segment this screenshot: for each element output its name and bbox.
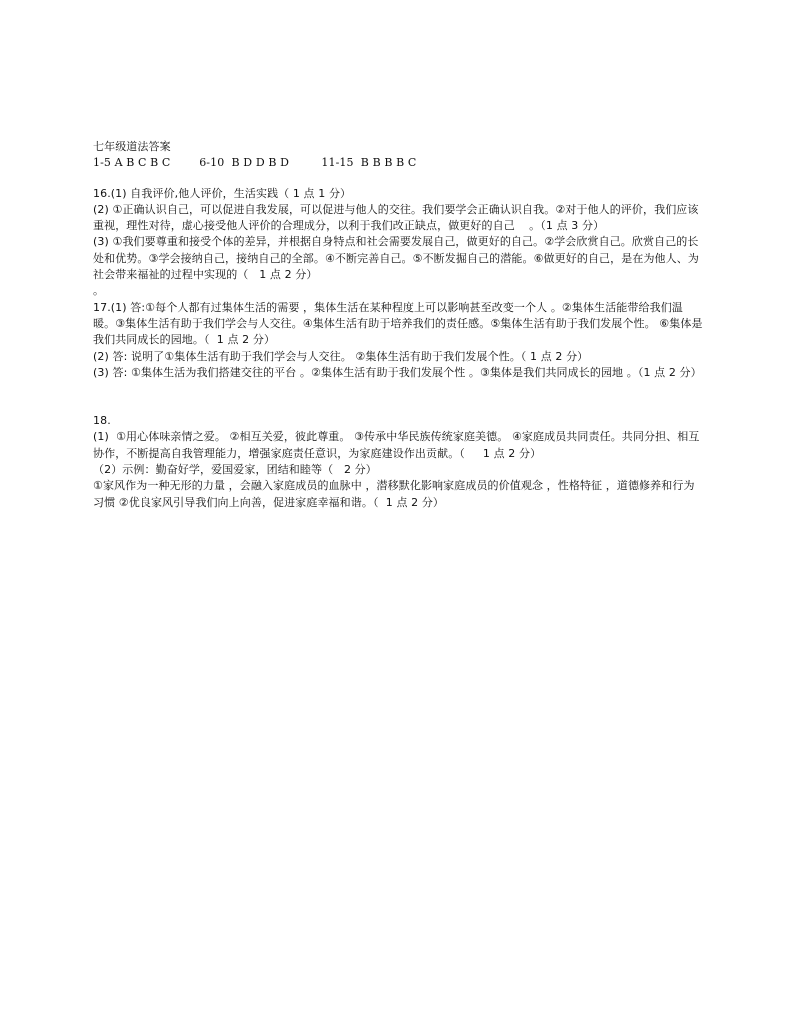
spacer bbox=[93, 381, 705, 413]
q17-part-3: (3) 答: ①集体生活为我们搭建交往的平台 。②集体生活有助于我们发展个性 。③集体是我们共同成长的园地 。（1 点 2 分） bbox=[93, 365, 702, 379]
question-18-block bbox=[93, 413, 705, 511]
answer-document bbox=[93, 139, 705, 511]
multiple-choice-answer-key: 1-5 A B C B C 6-10 B D D B D 11-15 B B B B C bbox=[93, 156, 417, 170]
question-17-block bbox=[93, 300, 705, 381]
document-title: 七年级道法答案 bbox=[93, 140, 171, 153]
q18-part-3: ①家风作为一种无形的力量 ，会融入家庭成员的血脉中 ，潜移默化影响家庭成员的价值观念 ，性格特征 ，道德修养和行为习惯 ②优良家风引导我们向上向善，促进家庭幸福和谐。（ 1 点 2 分） bbox=[93, 479, 695, 509]
q17-part-2: (2) 答: 说明了①集体生活有助于我们学会与人交往。 ②集体生活有助于我们发展个性。（ 1 点 2 分） bbox=[93, 349, 589, 363]
q16-part-1: 16.(1) 自我评价,他人评价，生活实践（ 1 点 1 分） bbox=[93, 186, 352, 200]
q18-number: 18. bbox=[93, 414, 111, 428]
q16-part-2: (2) ①正确认识自己，可以促进自我发展，可以促进与他人的交往。我们要学会正确认识自我。②对于他人的评价，我们应该重视，理性对待，虚心接受他人评价的合理成分，以利于我们改正缺点，做更好的自己 。（1 点 3 分） bbox=[93, 202, 699, 233]
spacer bbox=[93, 172, 705, 186]
q18-part-2: （2）示例：勤奋好学，爱国爱家，团结和睦等（ 2 分） bbox=[93, 463, 377, 477]
q17-part-1: 17.(1) 答:①每个人都有过集体生活的需要 ，集体生活在某种程度上可以影响甚至改变一个人 。②集体生活能带给我们温暖。③集体生活有助于我们学会与人交往。④集体生活有助于培养我们的责任感。⑤集体生活有助于我们发展个性。 ⑥集体是我们共同成长的园地。（ 1 点 2 分） bbox=[93, 300, 703, 347]
q16-part-3: (3) ①我们要尊重和接受个体的差异，并根据自身特点和社会需要发展自己，做更好的自己。②学会欣赏自己。欣赏自己的长处和优势。③学会接纳自己，接纳自己的全部。④不断完善自己。⑤不断发掘自己的潜能。⑥做更好的自己，是在为他人、为社会带来福祉的过程中实现的（ 1 点 2 分） bbox=[93, 235, 699, 282]
q18-part-1: (1) ①用心体味亲情之爱。 ②相互关爱，彼此尊重。 ③传承中华民族传统家庭美德。 ④家庭成员共同责任。共同分担、相互协作，不断提高自我管理能力，增强家庭责任意识，为家庭建设作出贡献。（ 1 点 2 分） bbox=[93, 430, 700, 460]
q16-trailing-mark: 。 bbox=[93, 284, 105, 298]
question-16-block bbox=[93, 186, 705, 300]
